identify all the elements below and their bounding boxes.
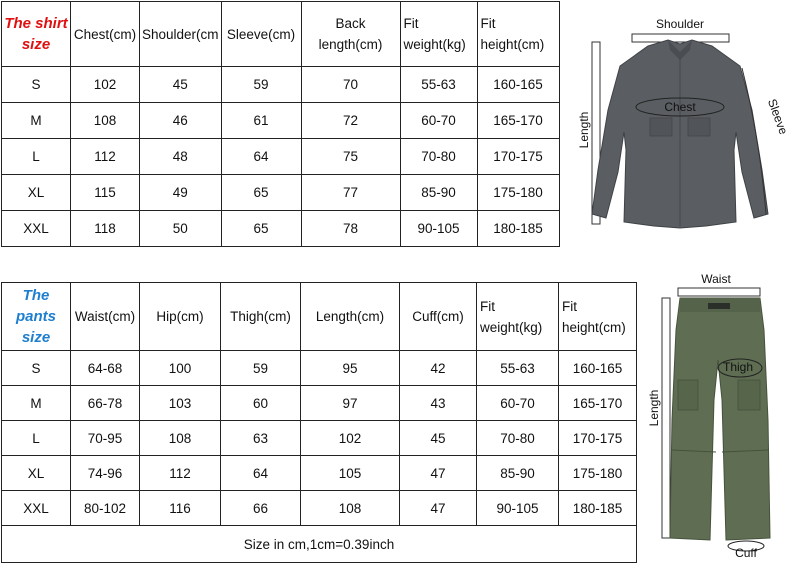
pants-column-header-line: Cuff(cm)	[412, 309, 464, 324]
table-cell: 61	[221, 103, 301, 139]
size-label: XL	[2, 175, 71, 211]
shoulder-bracket	[632, 34, 729, 42]
table-cell: 77	[301, 175, 400, 211]
cuff-label: Cuff	[735, 546, 757, 560]
shirt-length-label: Length	[577, 111, 591, 149]
table-cell: 116	[140, 491, 221, 526]
table-cell: 180-185	[477, 211, 559, 247]
table-cell: 70-80	[400, 139, 477, 175]
table-cell: 70-80	[477, 421, 559, 456]
table-cell: 90-105	[400, 211, 477, 247]
size-label: L	[2, 139, 71, 175]
table-cell: 95	[301, 351, 400, 386]
table-cell: 118	[71, 211, 140, 247]
shirt-column-header-line: length(cm)	[318, 37, 383, 52]
size-label: XXL	[2, 491, 71, 526]
table-cell: 108	[140, 421, 221, 456]
chest-label: Chest	[664, 100, 696, 114]
table-cell: 85-90	[477, 456, 559, 491]
table-cell: 70-95	[71, 421, 140, 456]
sleeve-label: Sleeve	[764, 96, 791, 137]
table-cell: 60	[221, 386, 301, 421]
shirt-column-header-line: weight(kg)	[403, 37, 466, 52]
table-cell: 78	[301, 211, 400, 247]
shirt-column-header-line: Sleeve(cm)	[226, 26, 296, 42]
table-cell: 103	[140, 386, 221, 421]
table-cell: 46	[140, 103, 222, 139]
waist-label: Waist	[701, 272, 731, 286]
table-cell: 60-70	[477, 386, 559, 421]
table-cell: 175-180	[477, 175, 559, 211]
table-cell: 49	[140, 175, 222, 211]
table-cell: 66-78	[71, 386, 140, 421]
table-cell: 45	[140, 67, 222, 103]
pants-column-header-line: Length(cm)	[315, 309, 385, 324]
pants-title-line: size	[21, 329, 51, 346]
pants-column-header-line: Fit	[562, 298, 577, 314]
table-cell: 80-102	[71, 491, 140, 526]
table-cell: 55-63	[400, 67, 477, 103]
shirt-column-header-line: Back	[335, 16, 366, 31]
pants-column-header-line: Fit	[480, 298, 495, 314]
pants-diagram	[647, 272, 770, 560]
table-cell: 108	[301, 491, 400, 526]
table-cell: 112	[71, 139, 140, 175]
thigh-label: Thigh	[722, 360, 754, 374]
shirt-title-line: The shirt	[4, 15, 68, 32]
table-cell: 102	[71, 67, 140, 103]
table-cell: 70	[301, 67, 400, 103]
size-label: L	[2, 421, 71, 456]
shirt-column-header-line: Fit	[480, 16, 496, 31]
shirt-diagram	[577, 17, 791, 228]
table-cell: 63	[221, 421, 301, 456]
table-cell: 165-170	[477, 103, 559, 139]
size-label: M	[2, 386, 71, 421]
table-cell: 66	[221, 491, 301, 526]
table-cell: 97	[301, 386, 400, 421]
table-cell: 180-185	[559, 491, 637, 526]
pants-column-header-line: Hip(cm)	[156, 309, 204, 324]
table-cell: 85-90	[400, 175, 477, 211]
pants-illustration	[670, 298, 770, 540]
table-cell: 170-175	[559, 421, 637, 456]
unit-note: Size in cm,1cm=0.39inch	[2, 526, 637, 563]
table-cell: 100	[140, 351, 221, 386]
pants-column-header-line: height(cm)	[562, 319, 626, 335]
size-label: M	[2, 103, 71, 139]
table-cell: 48	[140, 139, 222, 175]
table-cell: 47	[400, 491, 477, 526]
table-cell: 160-165	[559, 351, 637, 386]
table-cell: 42	[400, 351, 477, 386]
table-cell: 64	[221, 139, 301, 175]
table-cell: 165-170	[559, 386, 637, 421]
table-cell: 175-180	[559, 456, 637, 491]
shirt-column-header-line: height(cm)	[480, 37, 545, 52]
table-cell: 59	[221, 67, 301, 103]
size-label: S	[2, 351, 71, 386]
table-cell: 90-105	[477, 491, 559, 526]
table-cell: 47	[400, 456, 477, 491]
size-label: XXL	[2, 211, 71, 247]
table-cell: 108	[71, 103, 140, 139]
shirt-column-header-line: Chest(cm)	[73, 26, 137, 42]
table-cell: 160-165	[477, 67, 559, 103]
table-cell: 75	[301, 139, 400, 175]
table-cell: 64-68	[71, 351, 140, 386]
shirt-title-line: size	[21, 36, 51, 53]
table-cell: 55-63	[477, 351, 559, 386]
table-cell: 170-175	[477, 139, 559, 175]
table-cell: 74-96	[71, 456, 140, 491]
pants-title-line: pants	[15, 308, 56, 325]
shoulder-label: Shoulder	[655, 17, 705, 31]
table-cell: 115	[71, 175, 140, 211]
table-cell: 50	[140, 211, 222, 247]
table-cell: 59	[221, 351, 301, 386]
pants-column-header-line: Thigh(cm)	[230, 309, 291, 324]
size-label: S	[2, 67, 71, 103]
table-cell: 45	[400, 421, 477, 456]
table-cell: 65	[221, 175, 301, 211]
table-cell: 64	[221, 456, 301, 491]
pants-length-bracket	[662, 298, 670, 538]
table-cell: 65	[221, 211, 301, 247]
table-cell: 105	[301, 456, 400, 491]
pants-column-header-line: Waist(cm)	[74, 309, 136, 324]
shirt-column-header-line: Shoulder(cm	[142, 26, 219, 42]
size-label: XL	[2, 456, 71, 491]
table-cell: 43	[400, 386, 477, 421]
pants-column-header-line: weight(kg)	[480, 319, 543, 335]
shirt-column-header-line: Fit	[403, 16, 419, 31]
table-cell: 60-70	[400, 103, 477, 139]
table-cell: 102	[301, 421, 400, 456]
table-cell: 72	[301, 103, 400, 139]
waist-bracket	[678, 288, 760, 296]
pants-title-line: The	[22, 287, 50, 304]
pants-length-label: Length	[647, 389, 661, 427]
table-cell: 112	[140, 456, 221, 491]
